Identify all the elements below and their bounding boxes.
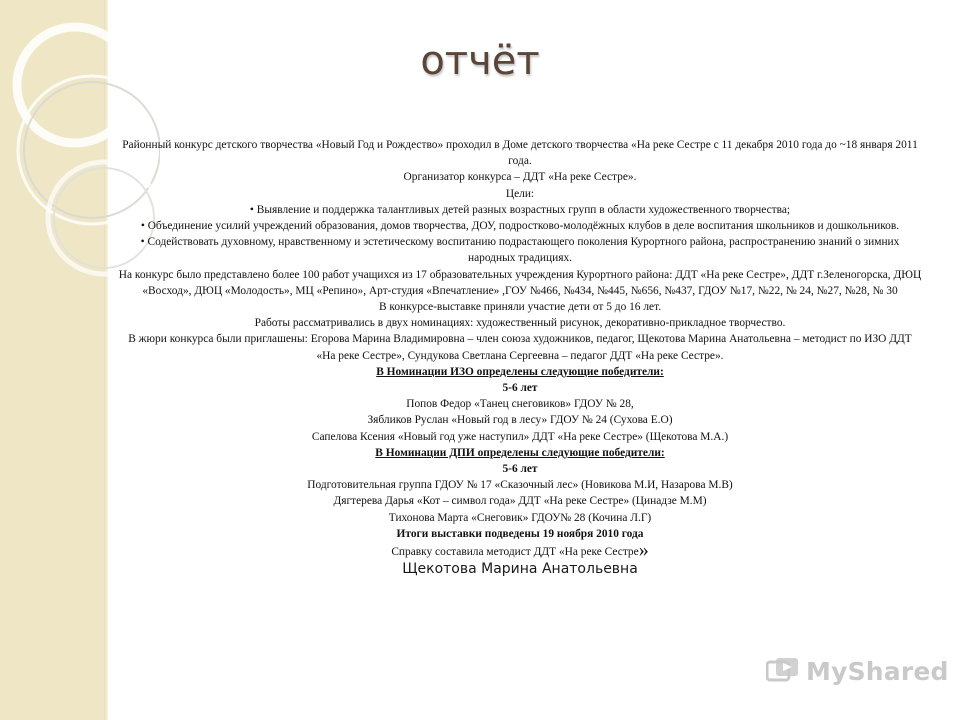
report-body <box>118 137 922 578</box>
goal-item: • Содействовать духовному, нравственному и эстетическому воспитанию подрастающего поколения Курортного района, распространению знаний о зимних народных традициях. <box>140 236 900 265</box>
izo-heading: В Номинации ИЗО определены следующие победители: <box>376 365 664 378</box>
closing-quote: » <box>638 539 649 562</box>
dpi-winner: Дягтерева Дарья «Кот – символ года» ДДТ «На реке Сестре» (Цинадзе М.М) <box>333 495 707 508</box>
dpi-winner: Подготовительная группа ГДОУ № 17 «Сказочный лес» (Новикова М.И, Назарова М.В) <box>307 479 733 492</box>
intro-paragraph: Районный конкурс детского творчества «Новый Год и Рождество» проходил в Доме детского творчества «На реке Сестре с 11 декабря 2010 года до ~18 января 2011 года. <box>122 139 918 168</box>
goal-item: • Выявление и поддержка талантливых детей разных возрастных групп в области художественного творчества; <box>249 203 791 216</box>
goals-heading: Цели: <box>505 187 535 200</box>
compiled-by-line <box>118 539 922 562</box>
izo-winner: Зябликов Руслан «Новый год в лесу» ГДОУ № 24 (Сухова Е.О) <box>367 414 673 427</box>
results-line: Итоги выставки подведены 19 ноября 2010 года <box>396 527 644 540</box>
participants-paragraph: На конкурс было представлено более 100 работ учащихся из 17 образовательных учреждения Курортного района: ДДТ «На реке Сестре», ДДТ г.Зеленогорска, ДЮЦ «Восход», ДЮЦ «Молодость», МЦ «Репино», Арт-студия «Впечатление» ,ГОУ №466, №434, №445, №656, №437, ГДОУ №17, №22, № 24, №27, №28, № 30 <box>118 268 922 297</box>
age-range-line: В конкурсе-выставке приняли участие дети от 5 до 16 лет. <box>378 301 662 314</box>
compiled-by-text: Справку составила методист ДДТ «На реке Сестре <box>391 546 639 559</box>
izo-age-group: 5-6 лет <box>502 382 538 395</box>
izo-winner: Сапелова Ксения «Новый год уже наступил» ДДТ «На реке Сестре» (Щекотова М.А.) <box>311 430 729 443</box>
signature-name: Щекотова Марина Анатольевна <box>402 561 638 578</box>
watermark-text: MyShared <box>806 656 949 686</box>
nominations-line: Работы рассматривались в двух номинациях: художественный рисунок, декоративно-прикладное творчество. <box>254 317 786 330</box>
jury-paragraph: В жюри конкурса были приглашены: Егорова Марина Владимировна – член союза художников, педагог, Щекотова Марина Анатольевна – методист по ИЗО ДДТ «На реке Сестре», Сундукова Светлана Сергеевна – педагог ДДТ «На реке Сестре». <box>128 333 912 362</box>
myshared-logo-icon <box>766 656 800 686</box>
dpi-heading: В Номинации ДПИ определены следующие победители: <box>375 446 665 459</box>
izo-winner: Попов Федор «Танец снеговиков» ГДОУ № 28, <box>406 398 634 411</box>
watermark <box>766 656 949 686</box>
dpi-age-group: 5-6 лет <box>502 463 538 476</box>
organizer-line: Организатор конкурса – ДДТ «На реке Сестре». <box>403 171 637 184</box>
dpi-winner: Тихонова Марта «Снеговик» ГДОУ№ 28 (Кочина Л.Г) <box>388 511 652 524</box>
goal-item: • Объединение усилий учреждений образования, домов творчества, ДОУ, подростково-молодёжных клубов в деле воспитания школьников и дошкольников. <box>140 220 900 233</box>
slide-title: отчёт <box>420 38 540 84</box>
